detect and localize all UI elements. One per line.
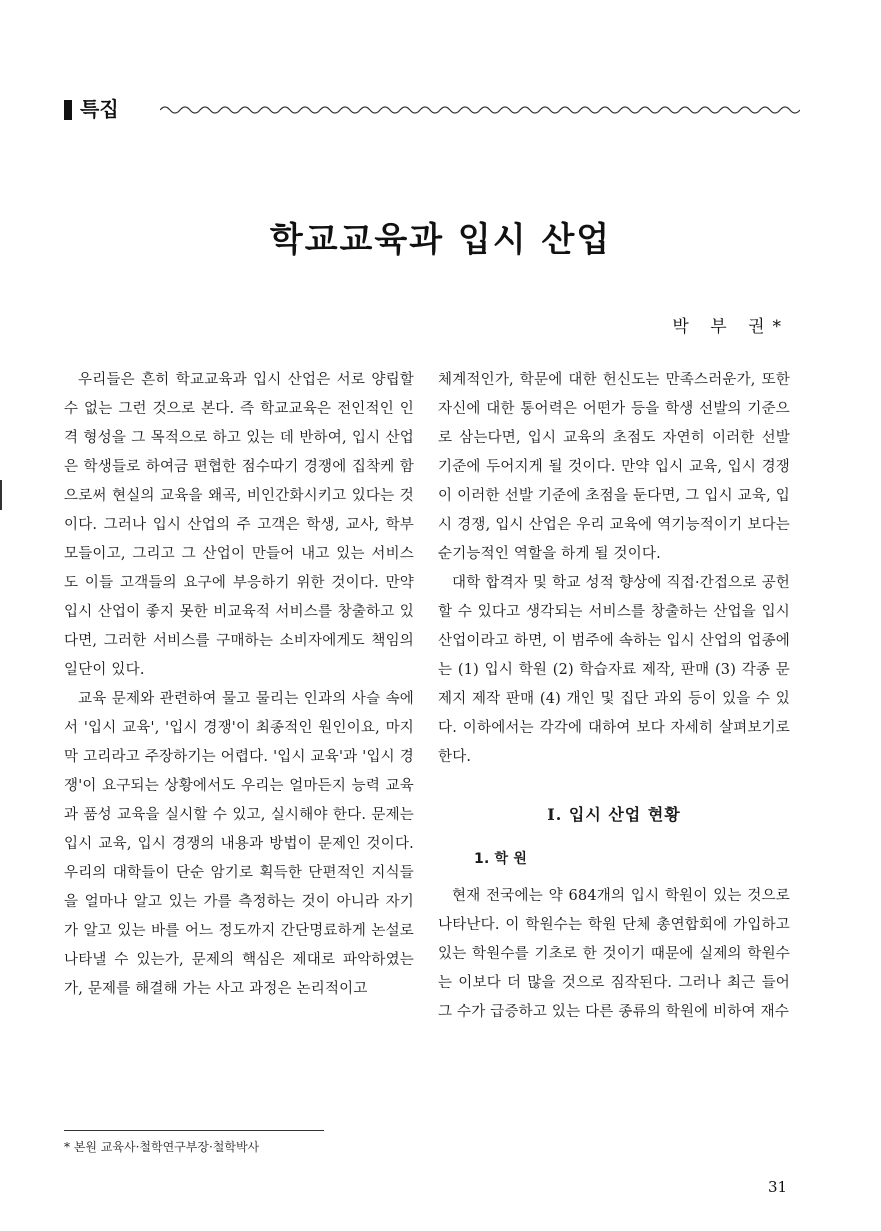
paragraph: 우리들은 흔히 학교교육과 입시 산업은 서로 양립할 수 없는 그런 것으로 본다. 즉 학교교육은 전인적인 인격 형성을 그 목적으로 하고 있는 데 반하여, 입시 산업은 학생들로 하여금 편협한 점수따기 경쟁에 집착케 함으로써 현실의 교육을 왜곡, 비인간화시키고 있다는 것이다. 그러나 입시 산업의 주 고객은 학생, 교사, 학부모들이고, 그리고 그 산업이 만들어 내고 있는 서비스도 이들 고객들의 요구에 부응하기 위한 것이다. 만약 입시 산업이 좋지 못한 비교육적 서비스를 창출하고 있다면, 그러한 서비스를 구매하는 소비자에게도 책임의 일단이 있다. (64, 372, 414, 678)
right-column (438, 366, 790, 1027)
article-title: 학교교육과 입시 산업 (269, 220, 612, 260)
paragraph: 교육 문제와 관련하여 물고 물리는 인과의 사슬 속에서 '입시 교육', '입시 경쟁'이 최종적인 원인이요, 마지막 고리라고 주장하기는 어렵다. '입시 교육'과 '입시 경쟁'이 요구되는 상황에서도 우리는 얼마든지 능력 교육과 품성 교육을 실시할 수 있고, 실시해야 한다. 문제는 입시 교육, 입시 경쟁의 내용과 방법이 문제인 것이다. 우리의 대학들이 단순 암기로 획득한 단편적인 지식들을 얼마나 알고 있는 가를 측정하는 것이 아니라 자기가 알고 있는 바를 어느 정도까지 간단명료하게 논설로 나타낼 수 있는가, 문제의 핵심은 제대로 파악하였는가, 문제를 해결해 가는 사고 과정은 논리적이고 (64, 691, 414, 997)
section-heading: Ⅰ. 입시 산업 현황 (547, 805, 681, 824)
footnote-rule (64, 1130, 324, 1131)
section-label: 특집 (80, 97, 119, 121)
left-column (64, 366, 414, 1004)
footnote: * 본원 교육사·철학연구부장·철학박사 (64, 1140, 260, 1154)
margin-mark (0, 480, 2, 510)
page-number: 31 (768, 1178, 788, 1196)
paragraph: 현재 전국에는 약 684개의 입시 학원이 있는 것으로 나타난다. 이 학원수는 학원 단체 총연합회에 가입하고 있는 학원수를 기초로 한 것이기 때문에 실제의 학원수는 이보다 더 많을 것으로 짐작된다. 그러나 최근 들어 그 수가 급증하고 있는 다른 종류의 학원에 비하여 재수 (438, 888, 790, 1020)
subsection-heading: 1. 학 원 (474, 851, 528, 867)
author-name: 박 부 권* (672, 317, 789, 337)
paragraph: 대학 합격자 및 학교 성적 향상에 직접·간접으로 공헌할 수 있다고 생각되는 서비스를 창출하는 산업을 입시 산업이라고 하면, 이 범주에 속하는 입시 산업의 업종에는 (1) 입시 학원 (2) 학습자료 제작, 판매 (3) 각종 문제지 제작 판매 (4) 개인 및 집단 과외 등이 있을 수 있다. 이하에서는 각각에 대하여 보다 자세히 살펴보기로 한다. (438, 575, 790, 765)
section-header (64, 96, 804, 124)
section-marker-bar (64, 100, 72, 120)
decorative-wave-rule (160, 104, 800, 116)
paragraph: 체계적인가, 학문에 대한 헌신도는 만족스러운가, 또한 자신에 대한 통어력은 어떤가 등을 학생 선발의 기준으로 삼는다면, 입시 교육의 초점도 자연히 이러한 선발 기준에 두어지게 될 것이다. 만약 입시 교육, 입시 경쟁이 이러한 선발 기준에 초점을 둔다면, 그 입시 교육, 입시 경쟁, 입시 산업은 우리 교육에 역기능적이기 보다는 순기능적인 역할을 하게 될 것이다. (438, 372, 790, 562)
